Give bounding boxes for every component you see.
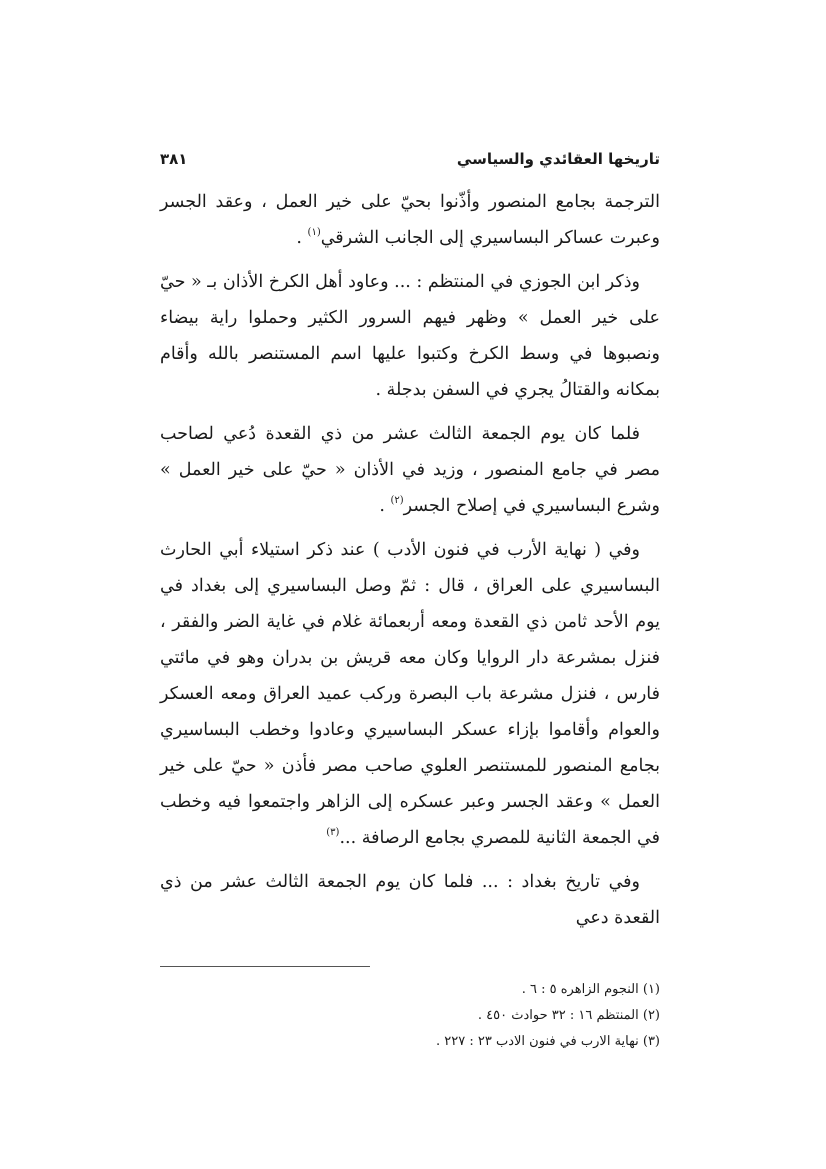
footnote-separator-wrap <box>160 950 660 967</box>
paragraph-text: وفي تاريخ بغداد : ... فلما كان يوم الجمعة الثالث عشر من ذي القعدة دعي <box>160 872 660 928</box>
paragraph <box>160 416 660 524</box>
paragraph-text: فلما كان يوم الجمعة الثالث عشر من ذي القعدة دُعي لصاحب مصر في جامع المنصور ، وزيد في الأذان « حيّ على خير العمل » وشرع البساسيري في إصلاح الجسر <box>160 424 660 516</box>
running-header <box>160 150 660 184</box>
footnote: (٢) المنتظم ١٦ : ٣٢ حوادث ٤٥٠ . <box>477 1008 660 1023</box>
footnotes <box>160 977 660 1055</box>
main-text <box>160 184 660 936</box>
paragraph <box>160 532 660 856</box>
paragraph <box>160 184 660 256</box>
page-number: ٣٨١ <box>160 150 188 168</box>
paragraph <box>160 264 660 408</box>
paragraph-tail: . <box>379 496 391 516</box>
footnote: (٣) نهاية الارب في فنون الادب ٢٣ : ٢٢٧ . <box>436 1034 660 1049</box>
paragraph-text: الترجمة بجامع المنصور وأذّنوا بحيّ على خير العمل ، وعقد الجسر وعبرت عساكر البساسيري إلى الجانب الشرقي <box>160 192 660 248</box>
paragraph-text: وذكر ابن الجوزي في المنتظم : ... وعاود أهل الكرخ الأذان بـ « حيّ على خير العمل » وظهر فيهم السرور الكثير وحملوا راية بيضاء ونصبوها في وسط الكرخ وكتبوا عليها اسم المستنصر بالله وأقام بمكانه والقتالُ يجري في السفن بدجلة . <box>160 272 660 400</box>
footnote-ref[interactable]: (١) <box>307 227 321 238</box>
running-title: تاريخها العقائدي والسياسي <box>456 150 660 168</box>
footnote-ref[interactable]: (٣) <box>326 827 340 838</box>
paragraph-text: وفي ( نهاية الأرب في فنون الأدب ) عند ذكر استيلاء أبي الحارث البساسيري على العراق ، قال : ثمّ وصل البساسيري إلى بغداد في يوم الأحد ثامن ذي القعدة ومعه أربعمائة غلام في غاية الضر والفقر ، فنزل بمشرعة دار الروايا وكان معه قريش بن بدران وهو في مائتي فارس ، فنزل مشرعة باب البصرة وركب عميد العراق ومعه العسكر والعوام وأقاموا بإزاء عسكر البساسيري وعادوا وخطب البساسيري بجامع المنصور للمستنصر العلوي صاحب مصر فأذن « حيّ على خير العمل » وعقد الجسر وعبر عسكره إلى الزاهر واجتمعوا فيه وخطب في الجمعة الثانية للمصري بجامع الرصافة ... <box>160 540 660 848</box>
footnote: (١) النجوم الزاهره ٥ : ٦ . <box>521 982 660 997</box>
footnote-separator <box>160 966 370 967</box>
paragraph-tail: . <box>296 228 308 248</box>
book-page <box>160 150 660 1055</box>
paragraph <box>160 864 660 936</box>
footnote-ref[interactable]: (٢) <box>390 495 404 506</box>
